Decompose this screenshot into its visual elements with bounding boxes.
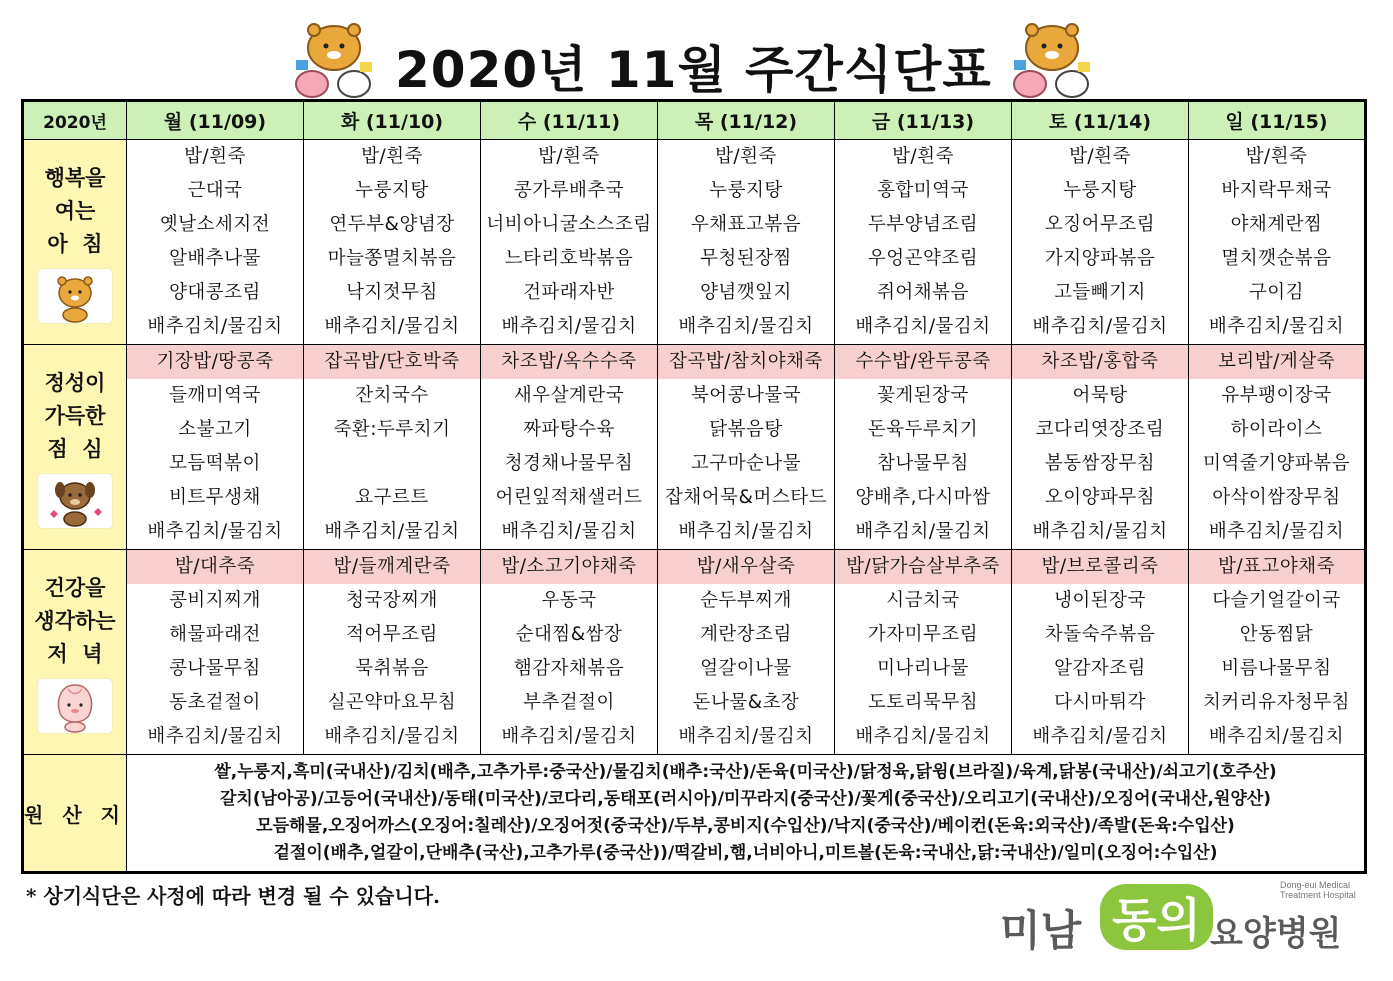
dish-item: 밥/흰죽 <box>892 146 954 167</box>
dish-item: 배추김치/물김치 <box>1032 726 1168 747</box>
dish-item: 홍합미역국 <box>877 180 969 201</box>
dish-item: 미역줄기양파볶음 <box>1203 453 1350 474</box>
dish-item: 가지양파볶음 <box>1044 248 1156 269</box>
meal-row <box>23 140 1366 345</box>
day-header: 금 (11/13) <box>835 101 1012 140</box>
day-header: 목 (11/12) <box>658 101 835 140</box>
menu-cell <box>304 345 481 550</box>
menu-cell <box>658 140 835 345</box>
dish-item: 두부양념조림 <box>867 214 979 235</box>
dish-item: 적어무조림 <box>346 624 438 645</box>
dish-item: 오징어무조림 <box>1044 214 1156 235</box>
dish-item: 근대국 <box>187 180 243 201</box>
menu-cell <box>304 550 481 755</box>
dish-item: 닭볶음탕 <box>709 419 783 440</box>
origin-line: 모듬해물,오징어까스(오징어:칠레산)/오징어젓(중국산)/두부,콩비지(수입산)/낙지(중국산)/베이컨(돈육:외국산)/족발(돈육:수입산) <box>256 816 1235 836</box>
menu-cell <box>1012 345 1189 550</box>
dish-item: 계란장조림 <box>700 624 792 645</box>
day-header: 일 (11/15) <box>1189 101 1366 140</box>
dish-item: 쥐어채볶음 <box>877 282 969 303</box>
rice-porridge-item: 밥/대추죽 <box>127 550 303 584</box>
menu-cell <box>835 140 1012 345</box>
menu-cell <box>658 345 835 550</box>
dish-item: 밥/흰죽 <box>538 146 600 167</box>
dish-item: 알배추나물 <box>169 248 261 269</box>
meal-row <box>23 345 1366 550</box>
dish-item: 잔치국수 <box>355 385 429 406</box>
dish-item: 우엉곤약조림 <box>867 248 979 269</box>
dish-item: 너비아니굴소스조림 <box>486 214 652 235</box>
day-header: 토 (11/14) <box>1012 101 1189 140</box>
header-row <box>23 101 1366 140</box>
dish-item: 배추김치/물김치 <box>855 726 991 747</box>
dish-item: 돈육두루치기 <box>867 419 979 440</box>
apeach-mascot-icon <box>38 679 112 733</box>
dish-item: 죽환:두루치기 <box>333 419 451 440</box>
dish-item: 어린잎적채샐러드 <box>495 487 643 508</box>
dish-item: 멸치깻순볶음 <box>1221 248 1332 269</box>
dish-item: 꽃게된장국 <box>877 385 969 406</box>
logo-english-text: Dong-eui Medical Treatment Hospital <box>1280 880 1356 900</box>
dish-item: 동초겉절이 <box>169 692 261 713</box>
dish-item: 콩나물무침 <box>169 658 261 679</box>
dish-item: 비름나물무침 <box>1221 658 1332 679</box>
meal-label-line: 아 침 <box>47 231 103 256</box>
origin-row <box>23 755 1366 873</box>
dish-item: 짜파탕수육 <box>523 419 615 440</box>
dish-item: 무청된장찜 <box>700 248 792 269</box>
dish-item: 알감자조림 <box>1054 658 1146 679</box>
dish-item: 햄감자채볶음 <box>513 658 625 679</box>
weekly-menu-table <box>21 99 1367 874</box>
dish-item: 청경채나물무침 <box>504 453 634 474</box>
menu-cell <box>835 550 1012 755</box>
logo-part-3: 요양병원 <box>1210 914 1342 954</box>
dish-item: 배추김치/물김치 <box>1208 521 1345 542</box>
dish-item: 우채표고볶음 <box>690 214 802 235</box>
dish-item: 가자미무조림 <box>867 624 979 645</box>
meal-label-line: 생각하는 <box>34 608 116 633</box>
origin-text <box>127 755 1366 873</box>
origin-label: 원 산 지 <box>23 755 127 873</box>
meal-label <box>23 550 127 755</box>
menu-cell <box>1012 140 1189 345</box>
dish-item: 비트무생채 <box>169 487 261 508</box>
dish-item: 참나물무침 <box>877 453 969 474</box>
ryan-mascot-icon <box>38 269 112 323</box>
dish-item: 배추김치/물김치 <box>147 521 283 542</box>
menu-cell <box>481 345 658 550</box>
rice-porridge-item: 보리밥/게살죽 <box>1189 345 1364 379</box>
dish-item: 하이라이스 <box>1230 419 1323 440</box>
rice-porridge-item: 밥/소고기야채죽 <box>481 550 657 584</box>
dish-item: 밥/흰죽 <box>1245 146 1308 167</box>
dish-item: 배추김치/물김치 <box>678 521 814 542</box>
day-header: 수 (11/11) <box>481 101 658 140</box>
year-header: 2020년 <box>23 101 127 140</box>
dish-item: 요구르트 <box>355 487 429 508</box>
dish-item: 양대콩조림 <box>169 282 261 303</box>
dish-item: 배추김치/물김치 <box>1032 316 1168 337</box>
menu-cell <box>1189 345 1366 550</box>
dish-item: 얼갈이나물 <box>700 658 792 679</box>
dish-item: 건파래자반 <box>523 282 615 303</box>
dish-item: 콩가루배추국 <box>513 180 625 201</box>
dish-item: 실곤약마요무침 <box>327 692 457 713</box>
meal-label-line: 가득한 <box>44 403 106 428</box>
dish-item: 청국장찌개 <box>346 590 438 611</box>
hospital-logo <box>1000 878 1370 968</box>
rice-porridge-item: 밥/들깨계란죽 <box>304 550 480 584</box>
meal-label-line: 점 심 <box>47 436 103 461</box>
dish-item: 냉이된장국 <box>1054 590 1146 611</box>
dish-item: 배추김치/물김치 <box>1208 316 1345 337</box>
rice-porridge-item: 기장밥/땅콩죽 <box>127 345 303 379</box>
change-notice: * 상기식단은 사정에 따라 변경 될 수 있습니다. <box>26 884 440 908</box>
dish-item: 연두부&양념장 <box>329 214 455 235</box>
dish-item: 아삭이쌈장무침 <box>1212 487 1341 508</box>
dish-item: 순두부찌개 <box>700 590 792 611</box>
dish-item: 부추겉절이 <box>523 692 615 713</box>
dish-item: 치커리유자청무침 <box>1203 692 1350 713</box>
logo-part-1: 미남 <box>1000 906 1082 955</box>
dish-item: 마늘쫑멸치볶음 <box>327 248 457 269</box>
rice-porridge-item: 밥/새우살죽 <box>658 550 834 584</box>
rice-porridge-item: 밥/닭가슴살부추죽 <box>835 550 1011 584</box>
dish-item: 시금치국 <box>886 590 960 611</box>
dish-item: 배추김치/물김치 <box>324 726 460 747</box>
dish-item: 바지락무채국 <box>1221 180 1332 201</box>
menu-cell <box>304 140 481 345</box>
dish-item: 밥/흰죽 <box>1069 146 1131 167</box>
rice-porridge-item: 밥/브로콜리죽 <box>1012 550 1188 584</box>
meal-label-line: 정성이 <box>44 370 106 395</box>
dish-item: 북어콩나물국 <box>690 385 802 406</box>
dish-item: 오이양파무침 <box>1044 487 1156 508</box>
rice-porridge-item: 밥/표고야채죽 <box>1189 550 1364 584</box>
dish-item: 양배추,다시마쌈 <box>855 487 991 508</box>
menu-cell <box>1189 550 1366 755</box>
dish-item: 도토리묵무침 <box>867 692 979 713</box>
menu-cell <box>127 345 304 550</box>
origin-line: 갈치(남아공)/고등어(국내산)/동태(미국산)/코다리,동태포(러시아)/미꾸라지(중국산)/꽃게(중국산)/오리고기(국내산)/오징어(국내산,원양산) <box>219 789 1272 809</box>
meal-label <box>23 345 127 550</box>
dish-item: 순대찜&쌈장 <box>515 624 623 645</box>
dish-item: 소불고기 <box>178 419 252 440</box>
dish-item: 차돌숙주볶음 <box>1044 624 1156 645</box>
dish-item: 배추김치/물김치 <box>324 521 460 542</box>
dish-item: 배추김치/물김치 <box>147 316 283 337</box>
ryan-friends-mascot-icon <box>1004 18 1100 104</box>
dish-item: 배추김치/물김치 <box>678 316 814 337</box>
dish-item: 고구마순나물 <box>690 453 802 474</box>
dish-item: 밥/흰죽 <box>184 146 246 167</box>
dish-item: 우동국 <box>541 590 597 611</box>
rice-porridge-item: 차조밥/옥수수죽 <box>481 345 657 379</box>
dish-item: 밥/흰죽 <box>715 146 777 167</box>
day-header: 화 (11/10) <box>304 101 481 140</box>
dish-item: 배추김치/물김치 <box>501 726 637 747</box>
title-area <box>0 14 1393 104</box>
dish-item: 고들빼기지 <box>1054 282 1146 303</box>
dish-item: 누룽지탕 <box>1063 180 1137 201</box>
origin-line: 쌀,누룽지,흑미(국내산)/김치(배추,고추가루:중국산)/물김치(배추:국산)/돈육(미국산)/닭정육,닭윙(브라질)/육계,닭봉(국내산)/쇠고기(호주산) <box>214 762 1277 782</box>
rice-porridge-item: 잡곡밥/참치야채죽 <box>658 345 834 379</box>
frodo-mascot-icon <box>38 474 112 528</box>
ryan-friends-mascot-icon <box>286 18 382 104</box>
dish-item: 느타리호박볶음 <box>504 248 634 269</box>
dish-item: 콩비지찌개 <box>169 590 261 611</box>
meal-row <box>23 550 1366 755</box>
dish-item: 누룽지탕 <box>709 180 783 201</box>
meal-label-line: 행복을 <box>44 165 106 190</box>
dish-item: 돈나물&초장 <box>692 692 800 713</box>
dish-item: 배추김치/물김치 <box>1208 726 1345 747</box>
dish-item: 옛날소세지전 <box>159 214 271 235</box>
dish-item: 어묵탕 <box>1072 385 1128 406</box>
dish-item: 배추김치/물김치 <box>855 521 991 542</box>
origin-line: 겉절이(배추,얼갈이,단배추(국산),고추가루(중국산))/떡갈비,햄,너비아니,미트볼(돈육:국내산,닭:국내산)/일미(오징어:수입산) <box>273 843 1218 863</box>
dish-item: 들깨미역국 <box>169 385 261 406</box>
meal-label-line: 여는 <box>54 198 96 223</box>
dish-item: 배추김치/물김치 <box>147 726 283 747</box>
rice-porridge-item: 차조밥/홍합죽 <box>1012 345 1188 379</box>
dish-item: 미나리나물 <box>877 658 969 679</box>
meal-label <box>23 140 127 345</box>
dish-item: 배추김치/물김치 <box>855 316 991 337</box>
dish-item: 코다리엿장조림 <box>1035 419 1165 440</box>
page-title: 2020년 11월 주간식단표 <box>395 41 992 99</box>
rice-porridge-item: 수수밥/완두콩죽 <box>835 345 1011 379</box>
dish-item: 배추김치/물김치 <box>501 316 637 337</box>
dish-item: 야채계란찜 <box>1230 214 1323 235</box>
dish-item: 누룽지탕 <box>355 180 429 201</box>
menu-cell <box>1189 140 1366 345</box>
dish-item: 다슬기얼갈이국 <box>1212 590 1341 611</box>
dish-item: 잡채어묵&머스타드 <box>665 487 827 508</box>
dish-item: 배추김치/물김치 <box>501 521 637 542</box>
logo-part-2: 동의 <box>1100 884 1213 950</box>
dish-item: 밥/흰죽 <box>361 146 423 167</box>
dish-item <box>304 447 480 481</box>
menu-cell <box>481 550 658 755</box>
menu-cell <box>1012 550 1189 755</box>
menu-cell <box>658 550 835 755</box>
dish-item: 다시마튀각 <box>1054 692 1146 713</box>
dish-item: 해물파래전 <box>169 624 261 645</box>
day-header: 월 (11/09) <box>127 101 304 140</box>
dish-item: 유부팽이장국 <box>1221 385 1332 406</box>
menu-cell <box>835 345 1012 550</box>
dish-item: 구이김 <box>1248 282 1305 303</box>
dish-item: 배추김치/물김치 <box>678 726 814 747</box>
menu-cell <box>481 140 658 345</box>
dish-item: 양념깻잎지 <box>700 282 792 303</box>
meal-label-line: 건강을 <box>44 575 106 600</box>
dish-item: 봄동쌈장무침 <box>1044 453 1156 474</box>
dish-item: 배추김치/물김치 <box>1032 521 1168 542</box>
dish-item: 안동찜닭 <box>1239 624 1314 645</box>
rice-porridge-item: 잡곡밥/단호박죽 <box>304 345 480 379</box>
dish-item: 모듬떡볶이 <box>169 453 261 474</box>
dish-item: 낙지젓무침 <box>346 282 438 303</box>
menu-cell <box>127 550 304 755</box>
meal-label-line: 저 녁 <box>47 641 103 666</box>
menu-cell <box>127 140 304 345</box>
dish-item: 새우살계란국 <box>513 385 625 406</box>
dish-item: 묵취볶음 <box>355 658 429 679</box>
dish-item: 배추김치/물김치 <box>324 316 460 337</box>
